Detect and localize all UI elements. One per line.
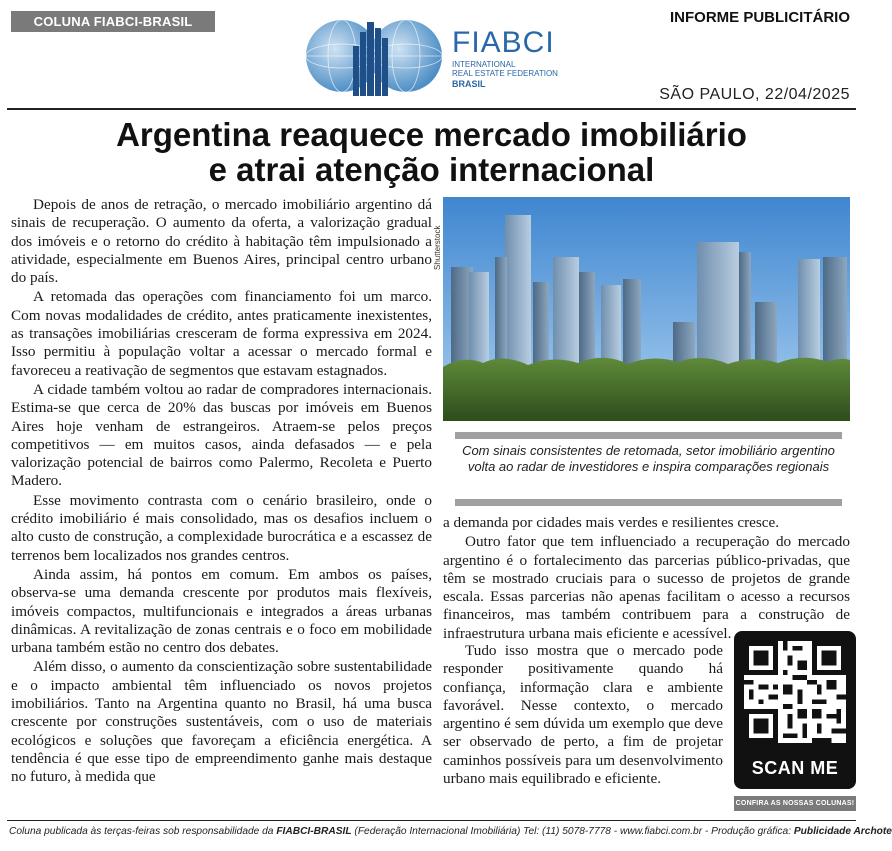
buenos-aires-skyline-photo bbox=[443, 197, 850, 421]
article-paragraph: Depois de anos de retração, o mercado imobiliário argentino dá sinais de recuperação. O aumento da oferta, a valorização gradual dos imóveis e o retorno do crédito à habitação têm impulsionado a atividade, especialmente em Buenos Aires, principal centro urbano do país. bbox=[11, 196, 432, 287]
article-paragraph: Esse movimento contrasta com o cenário brasileiro, onde o crédito imobiliário é mais consolidado, mas os desafios incluem o alto custo de construção, a complexidade burocrática e a escassez de terrenos bem localizados nos grandes centros. bbox=[11, 491, 432, 564]
logo-line-federation: REAL ESTATE FEDERATION bbox=[452, 69, 558, 78]
column-tag: COLUNA FIABCI-BRASIL bbox=[11, 11, 215, 32]
article-paragraph: A retomada das operações com financiamento foi um marco. Com novas modalidades de crédito, antes praticamente inexistentes, as transações imobiliárias cresceram de forma expressiva em 2024. Isso permitiu à população voltar a acessar o mercado formal e favoreceu a reativação de segmentos que estavam estagnados. bbox=[11, 288, 432, 379]
caption-bottom-bar bbox=[455, 499, 842, 506]
article-paragraph: Ainda assim, há pontos em comum. Em ambos os países, observa-se uma demanda crescente por produtos mais flexíveis, imóveis compactos, multifuncionais e integrados a áreas urbanas dinâmicas. A revitalização de zonas centrais e o foco em mobilidade urbana também estão no centro dos debates. bbox=[11, 565, 432, 657]
footer-text-a: Coluna publicada às terças-feiras sob responsabilidade da bbox=[9, 826, 277, 837]
footer-org: FIABCI-BRASIL bbox=[276, 826, 352, 837]
article-paragraph-continuation: a demanda por cidades mais verdes e resilientes cresce. bbox=[443, 514, 780, 531]
fiabci-logo bbox=[302, 18, 572, 96]
logo-subtitle bbox=[452, 60, 558, 78]
headline-line-2: e atrai atenção internacional bbox=[208, 151, 655, 188]
footer-text-b: (Federação Internacional Imobiliária) Tel: (11) 5078-7778 - www.fiabci.com.br - Produção gráfica: bbox=[351, 826, 794, 837]
logo-line-international: INTERNATIONAL bbox=[452, 60, 516, 69]
qr-code-icon[interactable] bbox=[744, 641, 846, 743]
article-right-column-top bbox=[443, 514, 850, 644]
logo-line-brasil: BRASIL bbox=[452, 79, 486, 89]
confira-colunas-tag[interactable]: CONFIRA AS NOSSAS COLUNAS! bbox=[734, 796, 856, 811]
publication-date: SÃO PAULO, 22/04/2025 bbox=[659, 86, 850, 103]
globe-skyline-icon bbox=[302, 18, 447, 96]
article-paragraph: Tudo isso mostra que o mercado pode responder positivamente quando há confiança, informação clara e ambiente favorável. Nesse contexto, o mercado argentino é sem dúvida um exemplo que deve ser observado de perto, a fim de projetar caminhos possíveis para um desenvolvimento urbano mais equilibrado e eficiente. bbox=[443, 642, 723, 788]
footer-credits bbox=[9, 826, 892, 837]
article-left-column bbox=[11, 196, 432, 788]
footer-divider bbox=[7, 820, 856, 821]
scan-me-label: SCAN ME bbox=[751, 758, 839, 778]
photo-caption: Com sinais consistentes de retomada, setor imobiliário argentino volta ao radar de investidores e inspira comparações regionais bbox=[462, 443, 835, 474]
footer-producer: Publicidade Archote bbox=[793, 826, 892, 837]
logo-brand-text: FIABCI bbox=[452, 26, 555, 59]
photo-credit: Shutterstock bbox=[433, 225, 442, 270]
article-paragraph: A cidade também voltou ao radar de compradores internacionais. Estima-se que cerca de 20% das buscas por imóveis em Buenos Aires hoje venham de estrangeiros. Atraem-se pelos preços competitivos — em muitos casos, ainda defasados — e pela valorização potencial de bairros como Palermo, Recoleta e Puerto Madero. bbox=[11, 380, 432, 490]
caption-top-bar bbox=[455, 432, 842, 439]
article-paragraph: Além disso, o aumento da conscientização sobre sustentabilidade e o impacto ambiental têm influenciado os novos projetos imobiliários. Tanto na Argentina quanto no Brasil, há uma busca crescente por construções sustentáveis, com o uso de materiais ecológicos e soluções que favoreçam a eficiência energética. A tendência é que esse tipo de empreendimento ganhe mais destaque no futuro, à medida que bbox=[11, 658, 432, 786]
article-right-column-bottom bbox=[443, 642, 723, 789]
informe-publicitario-label: INFORME PUBLICITÁRIO bbox=[670, 9, 850, 26]
article-paragraph: Outro fator que tem influenciado a recuperação do mercado argentino é o fortalecimento das parcerias público-privadas, que têm se mostrado cruciais para o sucesso de projetos de grande escala. Essas parcerias não apenas facilitam o acesso a recursos financeiros, mas também contribuem para a construção de infraestrutura urbana mais eficiente e acessível. bbox=[443, 533, 850, 642]
headline-line-1: Argentina reaquece mercado imobiliário bbox=[116, 116, 747, 153]
qr-code-box[interactable] bbox=[734, 631, 856, 789]
article-headline bbox=[20, 117, 843, 187]
header-divider bbox=[7, 108, 856, 110]
